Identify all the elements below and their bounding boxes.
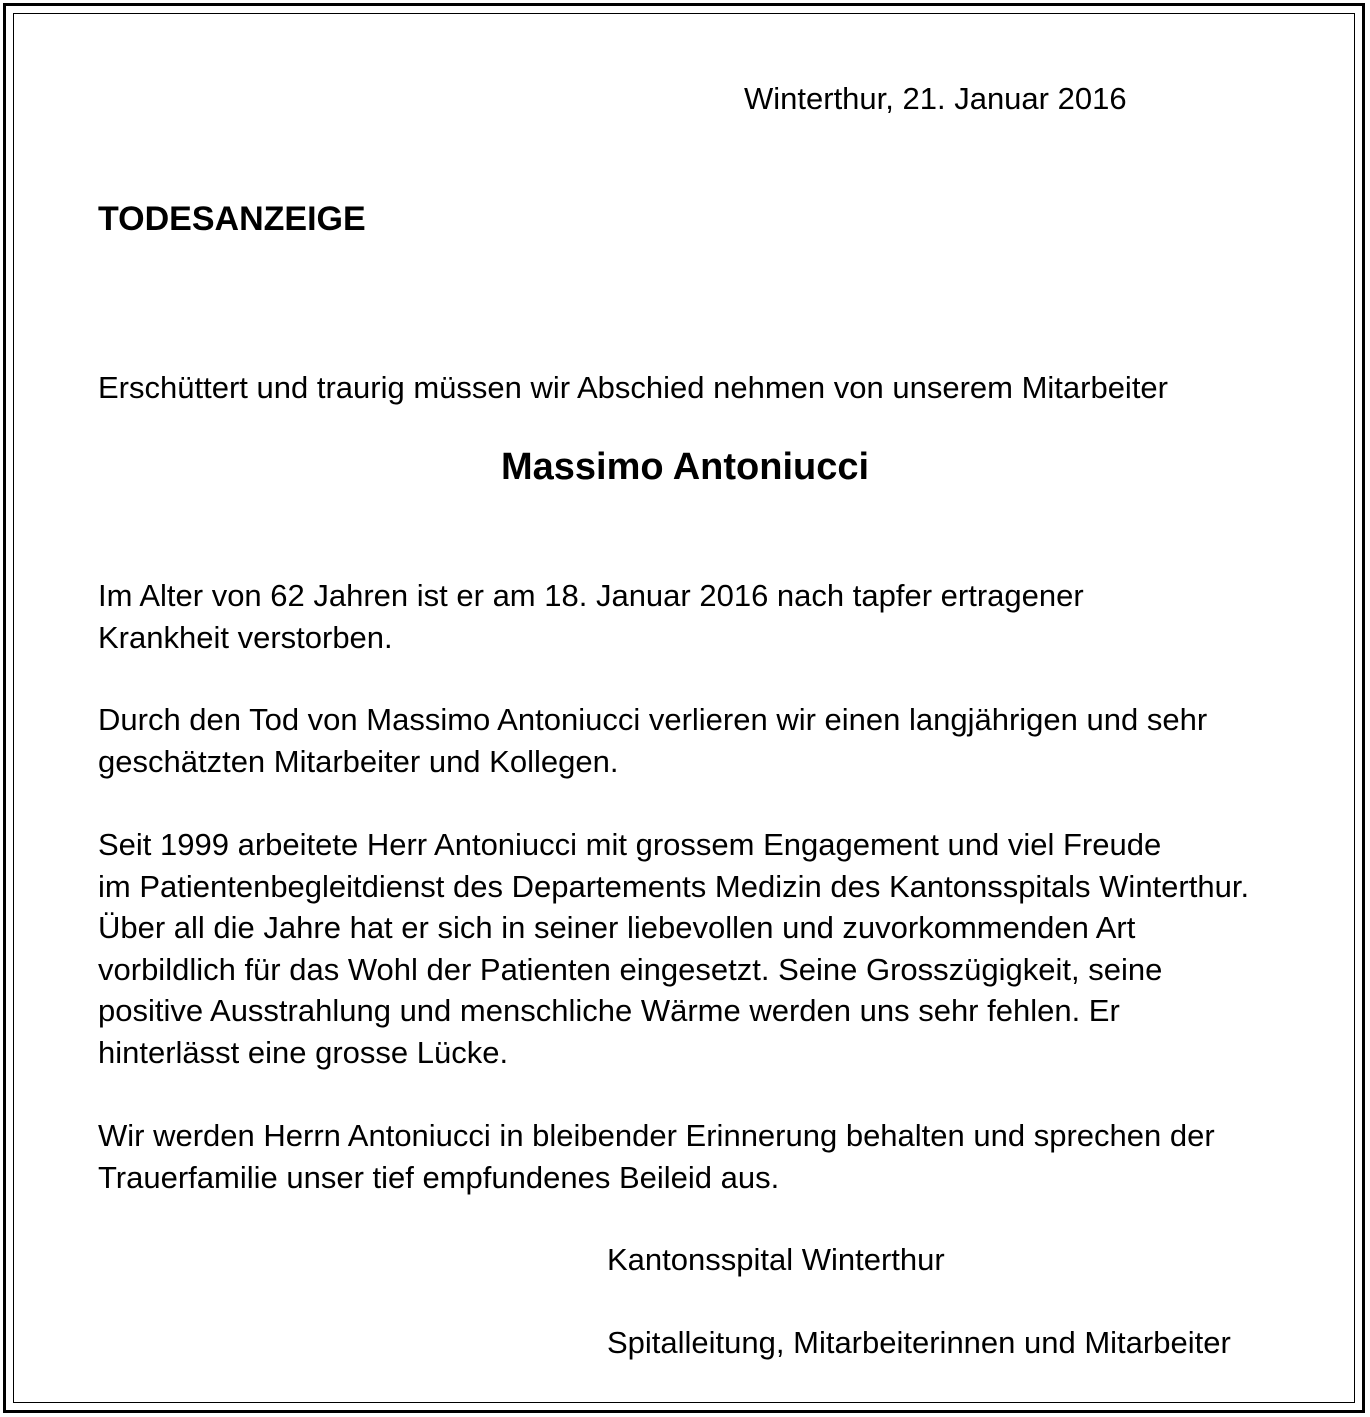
deceased-name: Massimo Antoniucci (500, 446, 870, 488)
paragraph-line: Durch den Tod von Massimo Antoniucci verlieren wir einen langjährigen und sehr (98, 702, 1208, 737)
paragraph-line: Über all die Jahre hat er sich in seiner liebevollen und zuvorkommenden Art (98, 910, 1136, 945)
paragraph-line: vorbildlich für das Wohl der Patienten eingesetzt. Seine Grosszügigkeit, seine (98, 951, 1163, 987)
paragraph-line: hinterlässt eine grosse Lücke. (98, 1034, 509, 1070)
paragraph-loss (98, 699, 1207, 782)
intro-line: Erschüttert und traurig müssen wir Abschied nehmen von unserem Mitarbeiter (98, 370, 1168, 405)
signature-signatories: Spitalleitung, Mitarbeiterinnen und Mitarbeiter (607, 1325, 1231, 1360)
paragraph-line: Wir werden Herrn Antoniucci in bleibender Erinnerung behalten und sprechen der (98, 1118, 1215, 1153)
paragraph-line: Krankheit verstorben. (98, 619, 393, 655)
paragraph-career (98, 824, 1249, 1073)
notice-title: TODESANZEIGE (98, 200, 366, 238)
paragraph-line: im Patientenbegleitdienst des Departements Medizin des Kantonsspitals Winterthur. (98, 868, 1250, 904)
paragraph-line: Trauerfamilie unser tief empfundenes Beileid aus. (98, 1159, 780, 1195)
date-line: Winterthur, 21. Januar 2016 (744, 81, 1127, 116)
paragraph-age-death (98, 575, 1084, 658)
paragraph-line: Im Alter von 62 Jahren ist er am 18. Januar 2016 nach tapfer ertragener (98, 578, 1084, 613)
paragraph-line: Seit 1999 arbeitete Herr Antoniucci mit grossem Engagement und viel Freude (98, 827, 1162, 862)
signature-organization: Kantonsspital Winterthur (607, 1242, 945, 1277)
paragraph-line: positive Ausstrahlung und menschliche Wärme werden uns sehr fehlen. Er (98, 993, 1120, 1028)
paragraph-line: geschätzten Mitarbeiter und Kollegen. (98, 743, 619, 779)
paragraph-condolences (98, 1115, 1215, 1198)
